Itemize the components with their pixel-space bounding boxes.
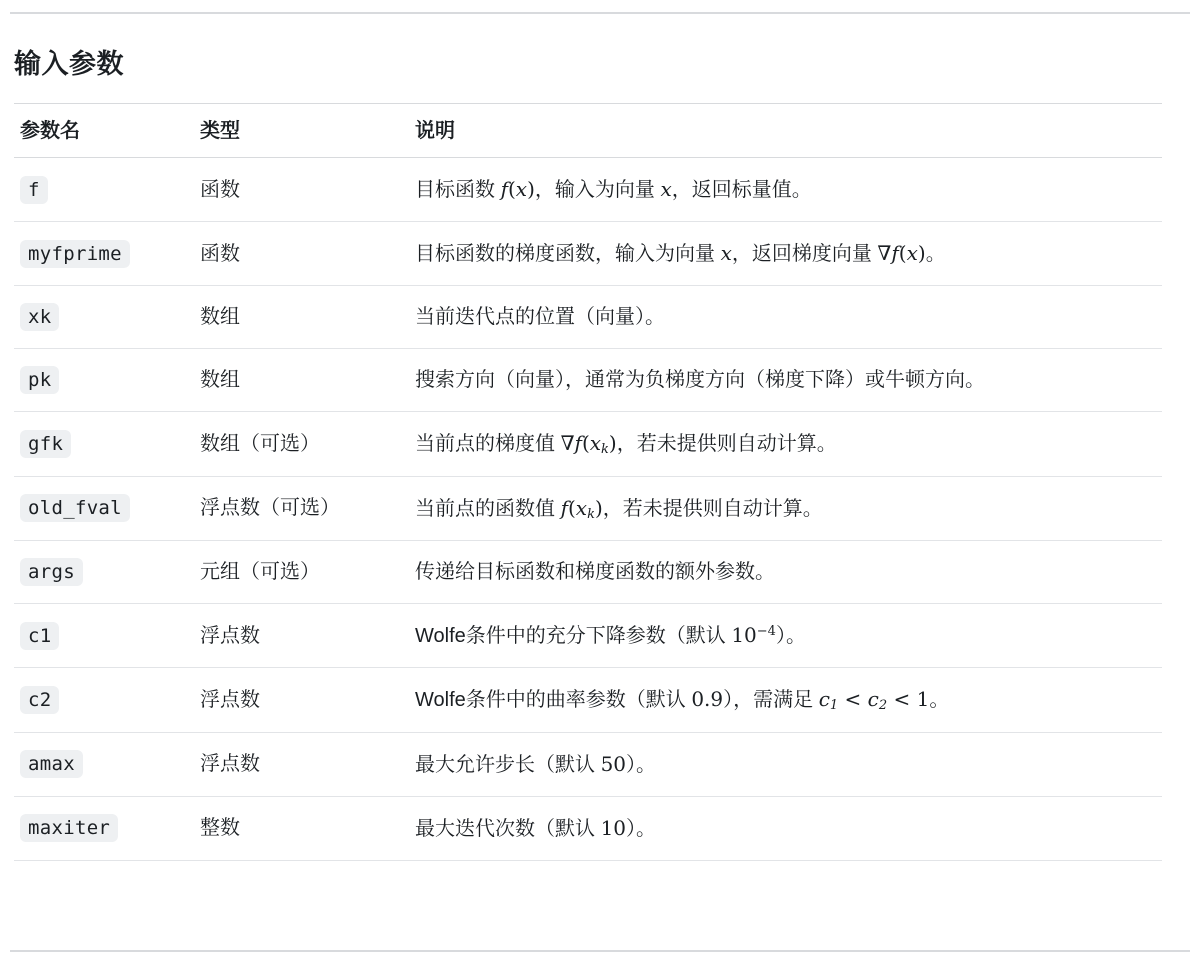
param-type-cell: 浮点数 — [194, 668, 409, 733]
math-op: < — [838, 687, 868, 711]
param-desc-cell — [409, 412, 1162, 477]
desc-text: ，若未提供则自动计算。 — [602, 497, 823, 520]
param-code: amax — [20, 750, 83, 778]
math-var: x — [589, 431, 602, 455]
param-type-cell: 元组（可选） — [194, 541, 409, 604]
param-desc-cell — [409, 732, 1162, 796]
param-code: myfprime — [20, 240, 130, 268]
input-parameters-table — [14, 103, 1162, 861]
bottom-divider — [10, 950, 1190, 952]
math-expr: f — [574, 431, 582, 455]
desc-text: ，若未提供则自动计算。 — [616, 433, 837, 455]
param-type-cell: 浮点数 — [194, 732, 409, 796]
desc-text: 最大允许步长（默认 — [415, 753, 601, 776]
param-desc-cell: 当前迭代点的位置（向量）。 — [409, 286, 1162, 349]
math-superscript: −4 — [756, 624, 776, 639]
param-code: maxiter — [20, 814, 118, 842]
math-var: x — [575, 495, 588, 520]
param-name-cell — [14, 158, 194, 222]
param-name-cell — [14, 668, 194, 733]
math-var: x — [906, 241, 918, 265]
desc-text: ，返回标量值。 — [671, 179, 812, 201]
math-paren: ( — [567, 495, 576, 520]
math-var: x — [660, 177, 672, 201]
param-name-cell — [14, 732, 194, 796]
math-expr: f — [560, 495, 568, 520]
math-paren: ) — [594, 495, 603, 520]
param-code: f — [20, 176, 48, 204]
math-paren: ( — [581, 431, 590, 455]
math-var: x — [720, 241, 732, 265]
desc-text: ，输入为向量 — [534, 179, 661, 201]
table-row — [14, 732, 1162, 796]
param-type-cell: 函数 — [194, 222, 409, 286]
math-number: 0.9 — [691, 687, 724, 711]
page-title: 输入参数 — [14, 49, 124, 79]
table-row — [14, 476, 1162, 541]
param-code: c2 — [20, 686, 59, 714]
column-header-type: 类型 — [194, 104, 409, 158]
math-var: c — [818, 687, 830, 711]
param-name-cell — [14, 412, 194, 477]
math-number: 1 — [916, 687, 930, 711]
param-name-cell — [14, 604, 194, 668]
top-divider — [10, 12, 1190, 14]
table-row — [14, 541, 1162, 604]
param-desc-cell — [409, 604, 1162, 668]
param-code: old_fval — [20, 494, 130, 522]
math-number: 10 — [600, 815, 627, 840]
math-subscript: 1 — [829, 698, 839, 713]
desc-text: 目标函数 — [415, 179, 501, 201]
math-subscript: k — [601, 442, 609, 457]
param-name-cell — [14, 286, 194, 349]
param-type-cell: 浮点数 — [194, 604, 409, 668]
desc-text: 当前点的梯度值 — [415, 433, 561, 455]
desc-text: ）。 — [775, 625, 806, 647]
param-name-cell — [14, 541, 194, 604]
param-type-cell: 整数 — [194, 796, 409, 860]
math-subscript: k — [587, 506, 595, 522]
math-paren: ( — [898, 241, 907, 265]
param-type-cell: 数组 — [194, 286, 409, 349]
param-desc-cell: 搜索方向（向量），通常为负梯度方向（梯度下降）或牛顿方向。 — [409, 349, 1162, 412]
param-desc-cell — [409, 796, 1162, 860]
param-name-cell — [14, 476, 194, 541]
param-type-cell: 函数 — [194, 158, 409, 222]
nabla-icon: ∇ — [877, 241, 892, 265]
param-type-cell: 数组（可选） — [194, 412, 409, 477]
param-name-cell — [14, 222, 194, 286]
table-row — [14, 222, 1162, 286]
param-code: pk — [20, 366, 59, 394]
desc-text: Wolfe条件中的充分下降参数（默认 — [415, 625, 732, 647]
math-paren: ) — [608, 431, 617, 455]
column-header-desc: 说明 — [409, 104, 1162, 158]
math-paren: ) — [917, 241, 926, 265]
math-var: x — [515, 177, 528, 201]
desc-text: ）。 — [626, 817, 657, 840]
math-var: c — [867, 687, 879, 711]
param-desc-cell — [409, 158, 1162, 222]
table-header-row — [14, 104, 1162, 158]
desc-text: 当前点的函数值 — [415, 497, 561, 520]
table-row — [14, 796, 1162, 860]
param-type-cell: 浮点数（可选） — [194, 476, 409, 541]
math-paren: ( — [507, 177, 516, 201]
table-row — [14, 158, 1162, 222]
param-code: xk — [20, 303, 59, 331]
desc-text: 。 — [929, 689, 950, 711]
param-name-cell — [14, 349, 194, 412]
param-desc-cell — [409, 476, 1162, 541]
param-type-cell: 数组 — [194, 349, 409, 412]
param-code: c1 — [20, 622, 59, 650]
param-desc-cell — [409, 668, 1162, 733]
param-code: args — [20, 558, 83, 586]
math-number: 10 — [731, 623, 757, 647]
desc-text: ）。 — [626, 753, 657, 776]
table-row — [14, 604, 1162, 668]
table-row — [14, 286, 1162, 349]
param-name-cell — [14, 796, 194, 860]
desc-text: 最大迭代次数（默认 — [415, 817, 601, 840]
math-op: < — [887, 687, 917, 711]
math-expr: f — [891, 241, 899, 265]
math-paren: ) — [527, 177, 535, 201]
param-code: gfk — [20, 430, 71, 458]
desc-text: 。 — [925, 243, 946, 265]
table-row — [14, 412, 1162, 477]
desc-text: Wolfe条件中的曲率参数（默认 — [415, 689, 692, 711]
math-number: 50 — [600, 751, 627, 776]
desc-text: ），需满足 — [723, 689, 819, 711]
column-header-name: 参数名 — [14, 104, 194, 158]
math-subscript: 2 — [878, 698, 888, 713]
param-desc-cell: 传递给目标函数和梯度函数的额外参数。 — [409, 541, 1162, 604]
table-row — [14, 668, 1162, 733]
desc-text: 目标函数的梯度函数，输入为向量 — [415, 243, 721, 265]
table-row — [14, 349, 1162, 412]
desc-text: ，返回梯度向量 — [731, 243, 878, 265]
param-desc-cell — [409, 222, 1162, 286]
math-expr: f — [500, 177, 508, 201]
nabla-icon: ∇ — [560, 431, 575, 455]
